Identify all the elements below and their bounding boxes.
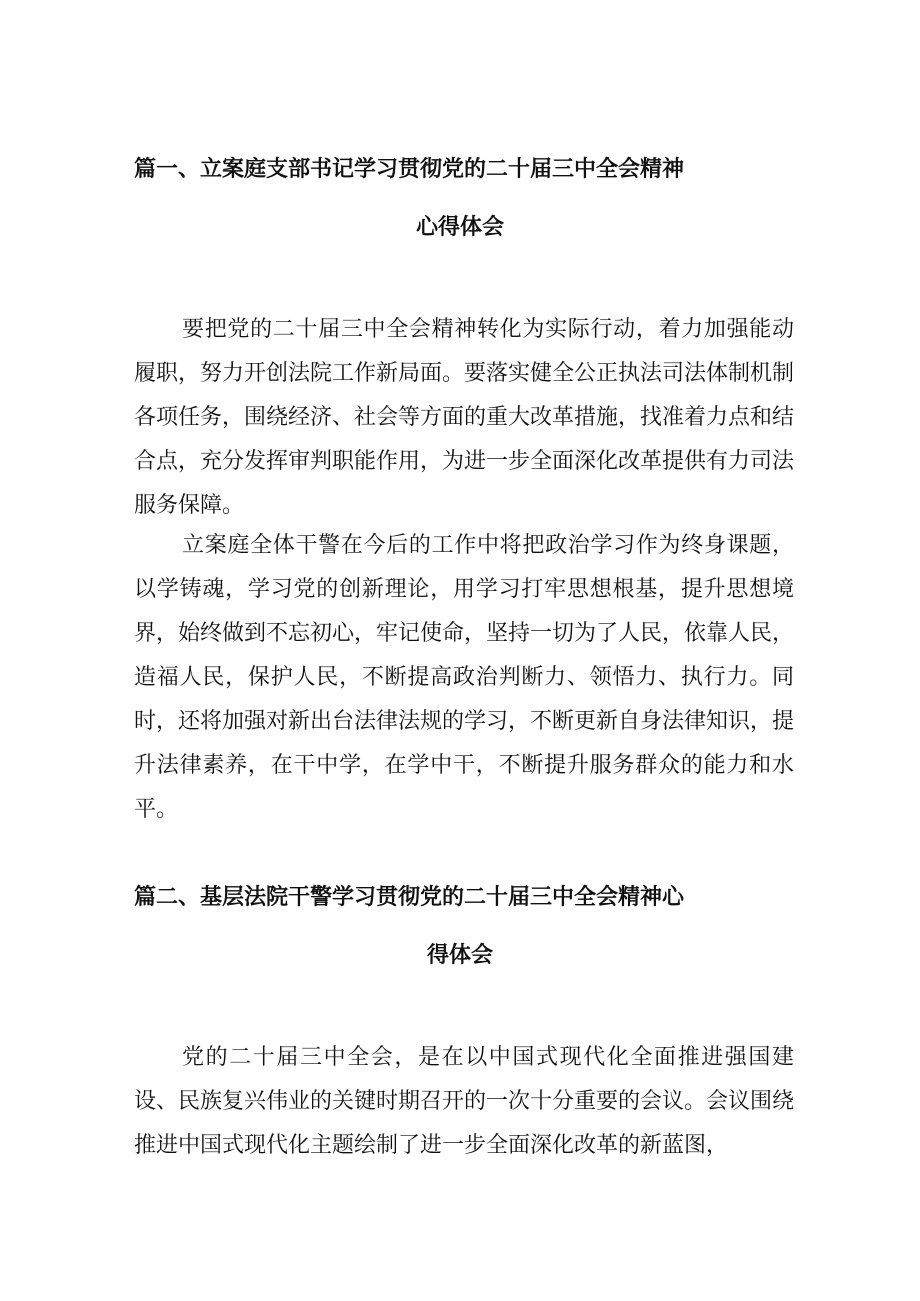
- section2-title-line2: 得体会: [426, 943, 493, 968]
- section2-title-line1: 篇二、基层法院干警学习贯彻党的二十届三中全会精神心: [134, 885, 685, 910]
- section2-paragraph-1: 党的二十届三中全会，是在以中国式现代化全面推进强国建设、民族复兴伟业的关键时期召开的一次十分重要的会议。会议围绕推进中国式现代化主题绘制了进一步全面深化改革的新蓝图，: [134, 1045, 795, 1158]
- section1-title-line2: 心得体会: [415, 215, 504, 240]
- section1-title-line1: 篇一、立案庭支部书记学习贯彻党的二十届三中全会精神: [134, 157, 685, 182]
- section1-paragraph-1: 要把党的二十届三中全会精神转化为实际行动，着力加强能动履职，努力开创法院工作新局面。要落实健全公正执法司法体制机制各项任务，围绕经济、社会等方面的重大改革措施，找准着力点和结合点，充分发挥审判职能作用，为进一步全面深化改革提供有力司法服务保障。: [134, 317, 795, 518]
- section1-paragraph-2: 立案庭全体干警在今后的工作中将把政治学习作为终身课题，以学铸魂，学习党的创新理论，用学习打牢思想根基，提升思想境界，始终做到不忘初心，牢记使命，坚持一切为了人民，依靠人民，造福人民，保护人民，不断提高政治判断力、领悟力、执行力。同时，还将加强对新出台法律法规的学习，不断更新自身法律知识，提升法律素养，在干中学，在学中干，不断提升服务群众的能力和水平。: [134, 533, 795, 822]
